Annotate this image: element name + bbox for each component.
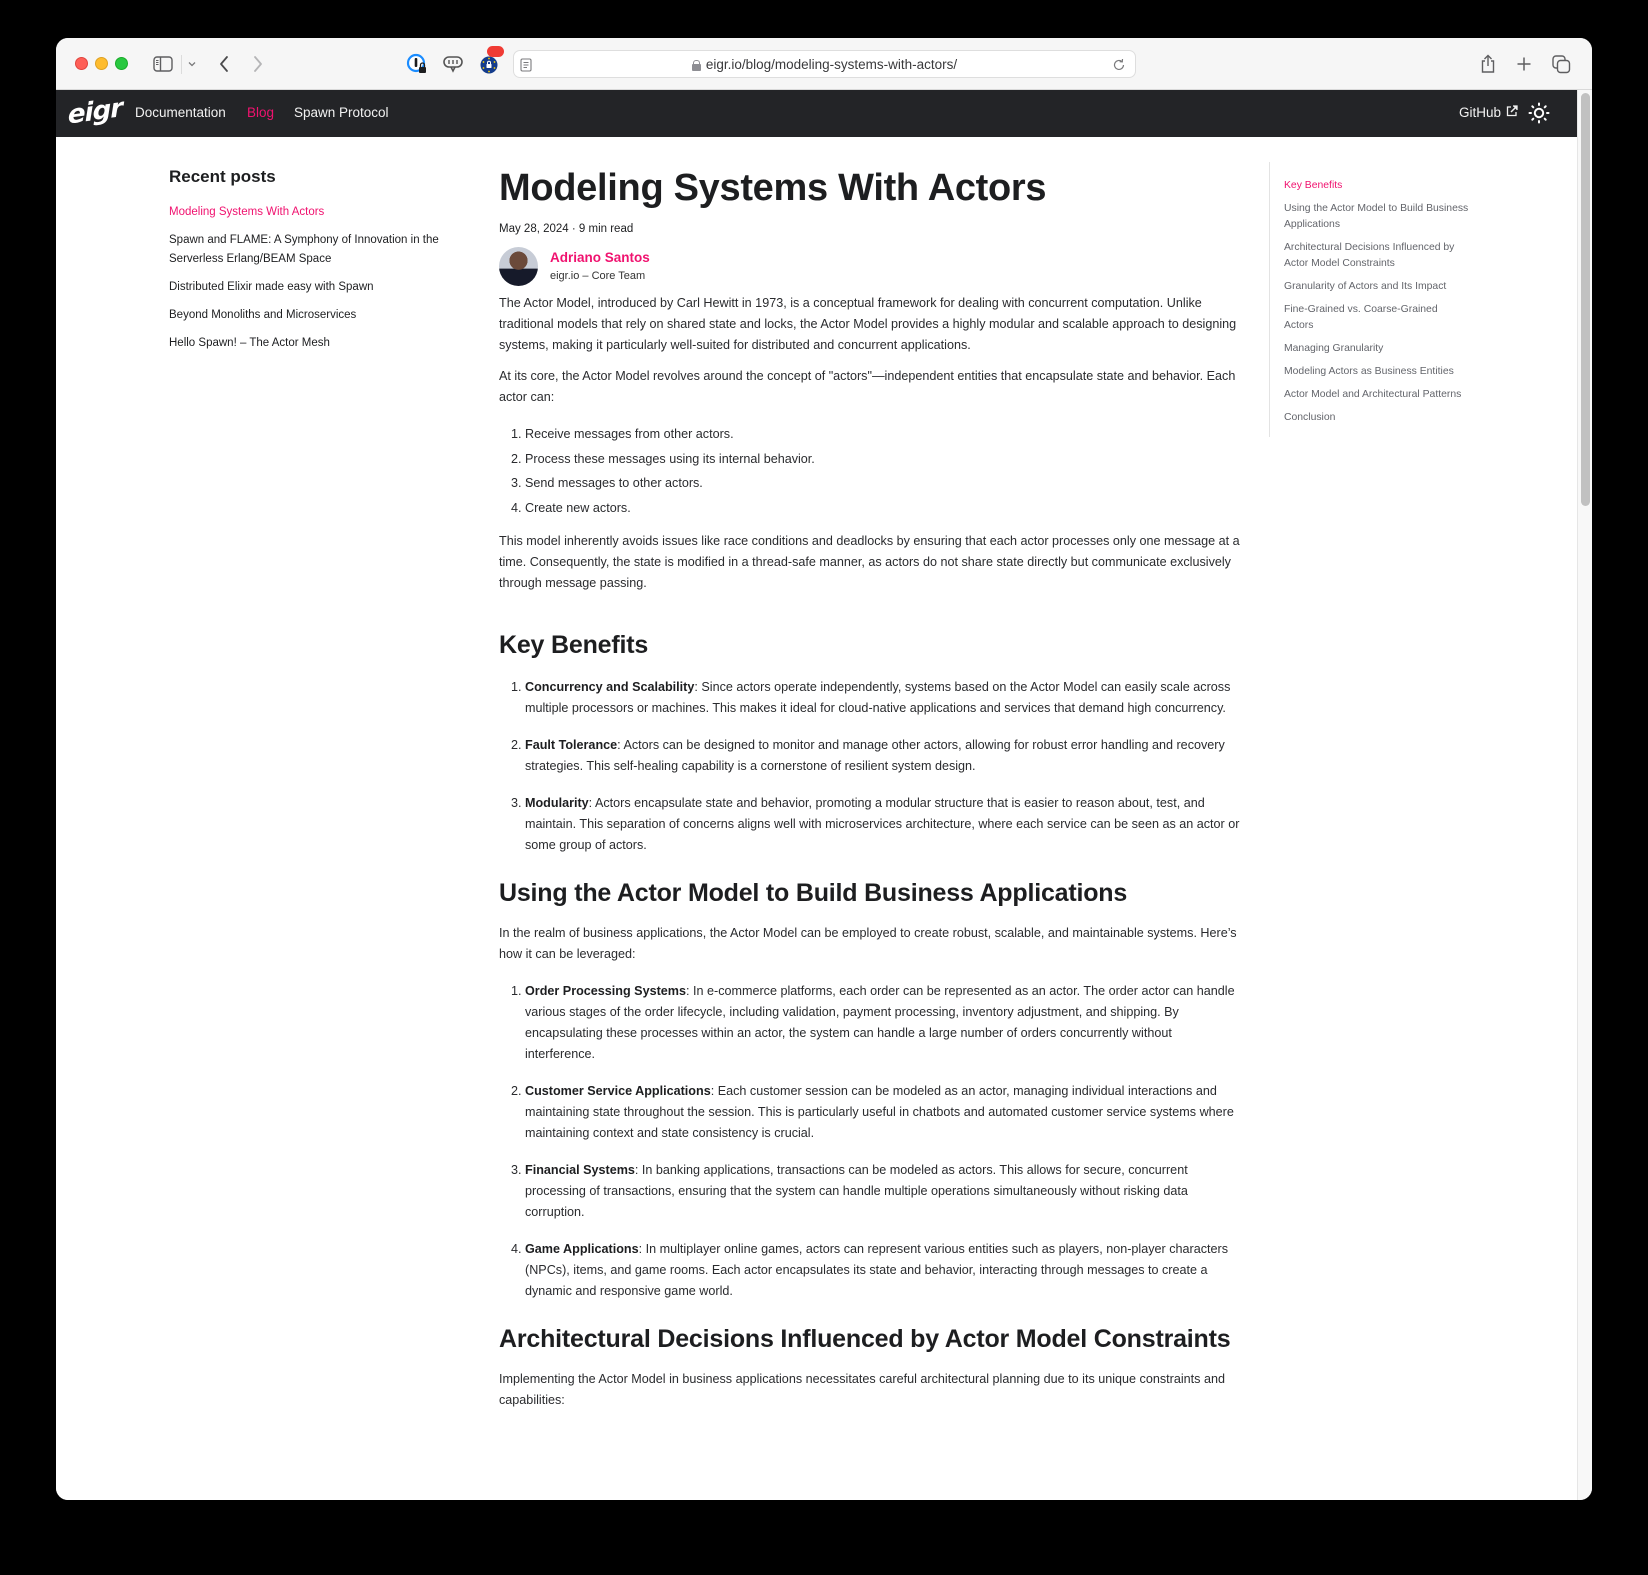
recent-post-link[interactable]: Spawn and FLAME: A Symphony of Innovation in the Serverless Erlang/BEAM Space (169, 234, 439, 265)
close-window-button[interactable] (75, 57, 88, 70)
actor-capabilities-list (499, 424, 1244, 519)
business-apps-list (499, 981, 1244, 1302)
toc-link[interactable]: Architectural Decisions Influenced by Actor Model Constraints (1284, 242, 1455, 269)
recent-post-link[interactable]: Beyond Monoliths and Microservices (169, 309, 357, 321)
list-item (525, 677, 1244, 719)
speech-extension-icon[interactable] (442, 52, 464, 76)
key-benefits-list (499, 677, 1244, 856)
list-item-term: Order Processing Systems (525, 983, 686, 998)
list-item-text: : In multiplayer online games, actors can represent various entities such as players, non-player characters (NPCs), items, and game rooms. Each actor encapsulates its state and behavior, interacting through messages to create a dynamic and responsive game world. (525, 1241, 1229, 1298)
lock-icon (692, 60, 701, 70)
paragraph: In the realm of business applications, the Actor Model can be employed to create robust, scalable, and maintainable systems. Here’s how it can be leveraged: (499, 925, 1237, 961)
list-item (525, 735, 1244, 777)
minimize-window-button[interactable] (95, 57, 108, 70)
recent-post-link[interactable]: Distributed Elixir made easy with Spawn (169, 281, 374, 293)
list-item: 1. Receive messages from other actors. (525, 424, 1244, 445)
theme-toggle-sun-icon[interactable] (1528, 102, 1550, 124)
section-heading-key-benefits: Key Benefits (499, 630, 649, 659)
article (499, 165, 1244, 1411)
list-item (525, 1081, 1244, 1144)
author-block (499, 247, 1244, 291)
site-header (56, 90, 1577, 137)
list-item-text: : Each customer session can be modeled as an actor, managing individual interactions and maintaining state throughout the session. This is particularly useful in chatbots and automated customer service systems where maintaining context and state consistency is crucial. (525, 1083, 1234, 1140)
reload-icon[interactable] (1112, 53, 1126, 77)
toc-link[interactable]: Using the Actor Model to Build Business Applications (1284, 203, 1469, 230)
list-item-term: Modularity (525, 795, 589, 810)
toc-link[interactable]: Fine-Grained vs. Coarse-Grained Actors (1284, 304, 1438, 331)
toc-link[interactable]: Key Benefits (1284, 180, 1343, 191)
address-bar[interactable] (513, 50, 1136, 78)
scrollbar-thumb[interactable] (1581, 93, 1590, 506)
tab-overview-icon[interactable] (1552, 52, 1571, 76)
list-item-term: Fault Tolerance (525, 737, 618, 752)
toc-link[interactable]: Actor Model and Architectural Patterns (1284, 389, 1462, 400)
list-item: 3. Send messages to other actors. (525, 473, 1244, 494)
external-link-icon (1506, 104, 1518, 116)
forward-button[interactable] (252, 52, 264, 76)
paragraph: This model inherently avoids issues like race conditions and deadlocks by ensuring that each actor processes only one message at a time. Consequently, the state is modified in a thread-safe manner, as actors do not share state directly but communicate exclusively through message passing. (499, 533, 1240, 590)
toolbar-divider (181, 55, 182, 74)
recent-posts-heading: Recent posts (169, 167, 276, 186)
article-title: Modeling Systems With Actors (499, 167, 1047, 209)
list-item-term: Financial Systems (525, 1162, 635, 1177)
github-link[interactable]: GitHub (1459, 105, 1502, 120)
back-button[interactable] (218, 52, 230, 76)
list-item-term: Customer Service Applications (525, 1083, 711, 1098)
eigr-logo[interactable]: eigr (67, 93, 123, 131)
author-role: eigr.io – Core Team (550, 270, 646, 282)
article-meta: May 28, 2024 · 9 min read (499, 223, 634, 235)
table-of-contents (1269, 162, 1469, 437)
share-icon[interactable] (1480, 52, 1496, 76)
section-heading-business-apps: Using the Actor Model to Build Business Applications (499, 878, 1128, 907)
recent-post-link[interactable]: Hello Spawn! – The Actor Mesh (169, 337, 330, 349)
section-heading-architecture: Architectural Decisions Influenced by Actor Model Constraints (499, 1324, 1231, 1353)
list-item (525, 1239, 1244, 1302)
toc-link[interactable]: Managing Granularity (1284, 343, 1384, 354)
author-avatar (499, 247, 538, 286)
sidebar-toggle-icon[interactable] (153, 52, 173, 76)
nav-link-spawn-protocol[interactable]: Spawn Protocol (294, 105, 389, 120)
paragraph: At its core, the Actor Model revolves around the concept of "actors"—independent entities that encapsulate state and behavior. Each actor can: (499, 369, 1236, 404)
list-item-term: Concurrency and Scalability (525, 679, 695, 694)
list-item-text: : Since actors operate independently, systems based on the Actor Model can easily scale across multiple processors or machines. This makes it ideal for cloud-native applications and services that demand high concurrency. (525, 679, 1231, 715)
browser-window (56, 38, 1592, 1500)
list-item-text: : In banking applications, transactions can be modeled as actors. This allows for secure, concurrent processing of transactions, ensuring that the system can handle multiple operations simultaneously without risking data corruption. (525, 1162, 1188, 1219)
list-item-term: Game Applications (525, 1241, 639, 1256)
extension-notification-badge (487, 46, 504, 57)
list-item (525, 1160, 1244, 1223)
new-tab-icon[interactable] (1516, 52, 1532, 76)
chevron-down-icon[interactable] (187, 52, 197, 76)
nav-link-documentation[interactable]: Documentation (135, 105, 226, 120)
list-item-text: : Actors encapsulate state and behavior, promoting a modular structure that is easier to reason about, test, and maintain. This separation of concerns aligns well with microservices architecture, where each service can be seen as an actor or some group of actors. (525, 795, 1240, 852)
toc-link[interactable]: Modeling Actors as Business Entities (1284, 366, 1454, 377)
page-scrollbar[interactable] (1577, 90, 1592, 1500)
recent-posts-sidebar (169, 167, 469, 362)
zoom-window-button[interactable] (115, 57, 128, 70)
list-item-text: : In e-commerce platforms, each order can be represented as an actor. The order actor can handle various stages of the order lifecycle, including validation, payment processing, inventory adjustment, and shipping. By encapsulating these processes within an actor, the system can handle a large number of orders concurrently without interference. (525, 983, 1235, 1061)
list-item (525, 793, 1244, 856)
list-item: 2. Process these messages using its internal behavior. (525, 449, 1244, 470)
toc-link[interactable]: Conclusion (1284, 412, 1336, 423)
toc-link[interactable]: Granularity of Actors and Its Impact (1284, 281, 1447, 292)
url-text: eigr.io/blog/modeling-systems-with-actors/ (705, 57, 958, 72)
list-item: 4. Create new actors. (525, 498, 1244, 519)
recent-post-link[interactable]: Modeling Systems With Actors (169, 206, 325, 218)
paragraph: The Actor Model, introduced by Carl Hewitt in 1973, is a conceptual framework for dealing with concurrent computation. Unlike traditional models that rely on shared state and locks, the Actor Model provides a highly modular and scalable approach to designing systems, making it particularly well-suited for distributed and concurrent applications. (499, 296, 1237, 352)
paragraph: Implementing the Actor Model in business applications necessitates careful architectural planning due to its unique constraints and capabilities: (499, 1371, 1225, 1407)
browser-toolbar (56, 38, 1592, 90)
url-field[interactable] (514, 57, 1135, 72)
list-item-text: : Actors can be designed to monitor and manage other actors, allowing for robust error handling and recovery strategies. This self-healing capability is a cornerstone of resilient system design. (525, 737, 1225, 773)
author-name-link[interactable]: Adriano Santos (550, 250, 650, 265)
page-content (56, 137, 1577, 1500)
list-item (525, 981, 1244, 1065)
password-manager-extension-icon[interactable] (406, 52, 428, 76)
nav-link-blog[interactable]: Blog (247, 105, 275, 120)
